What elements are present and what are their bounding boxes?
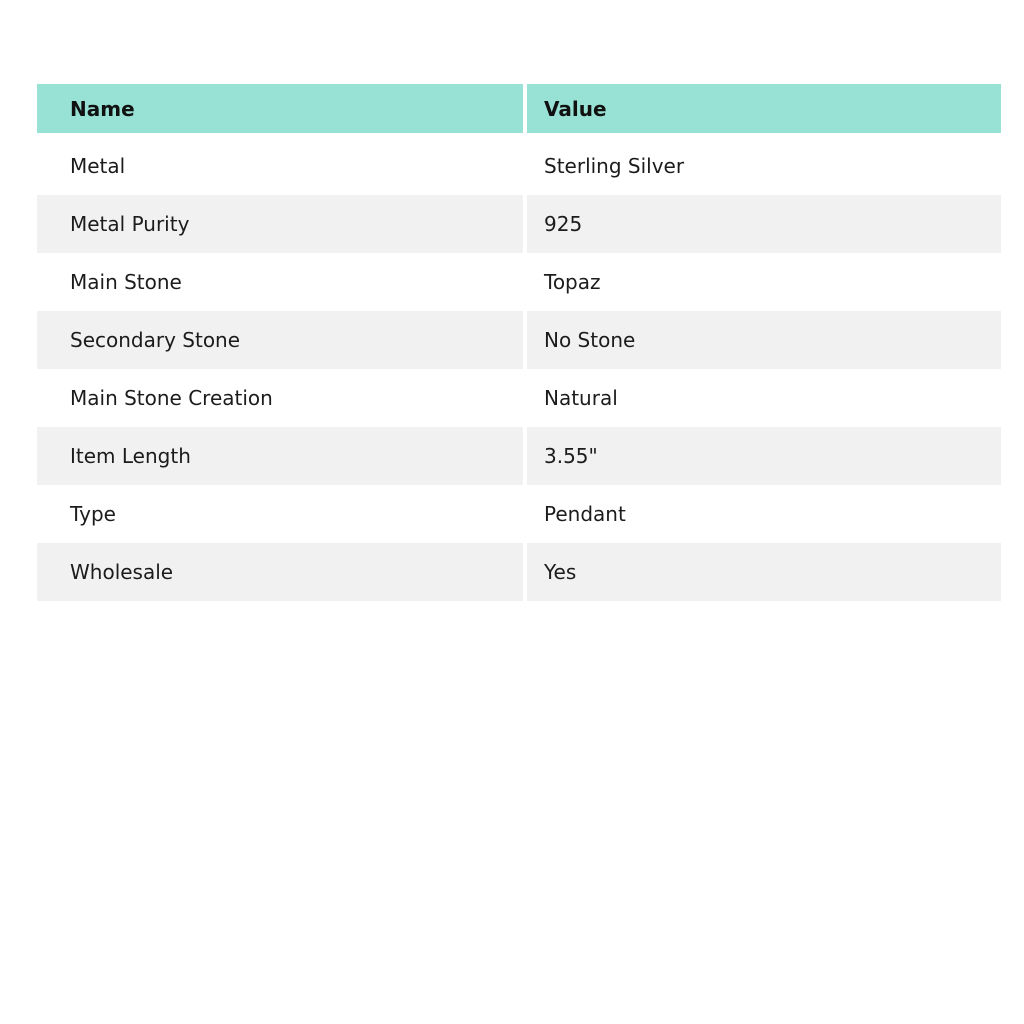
spec-value: Natural (527, 369, 1001, 427)
spec-name: Wholesale (37, 543, 523, 601)
header-value-column: Value (527, 84, 1001, 133)
table-row (37, 311, 1001, 369)
table-row (37, 253, 1001, 311)
table-row (37, 427, 1001, 485)
header-name-column: Name (37, 84, 523, 133)
spec-name: Main Stone (37, 253, 523, 311)
spec-name: Metal Purity (37, 195, 523, 253)
spec-value: Topaz (527, 253, 1001, 311)
table-row (37, 543, 1001, 601)
table-header-row (37, 84, 1001, 133)
spec-value: Pendant (527, 485, 1001, 543)
spec-name: Main Stone Creation (37, 369, 523, 427)
spec-name: Metal (37, 137, 523, 195)
table-row (37, 195, 1001, 253)
table-row (37, 485, 1001, 543)
spec-value: 925 (527, 195, 1001, 253)
spec-value: No Stone (527, 311, 1001, 369)
table-row (37, 369, 1001, 427)
spec-value: Sterling Silver (527, 137, 1001, 195)
spec-name: Item Length (37, 427, 523, 485)
spec-value: 3.55" (527, 427, 1001, 485)
spec-value: Yes (527, 543, 1001, 601)
spec-name: Secondary Stone (37, 311, 523, 369)
spec-name: Type (37, 485, 523, 543)
item-specifics-table (37, 84, 1001, 601)
table-row (37, 137, 1001, 195)
